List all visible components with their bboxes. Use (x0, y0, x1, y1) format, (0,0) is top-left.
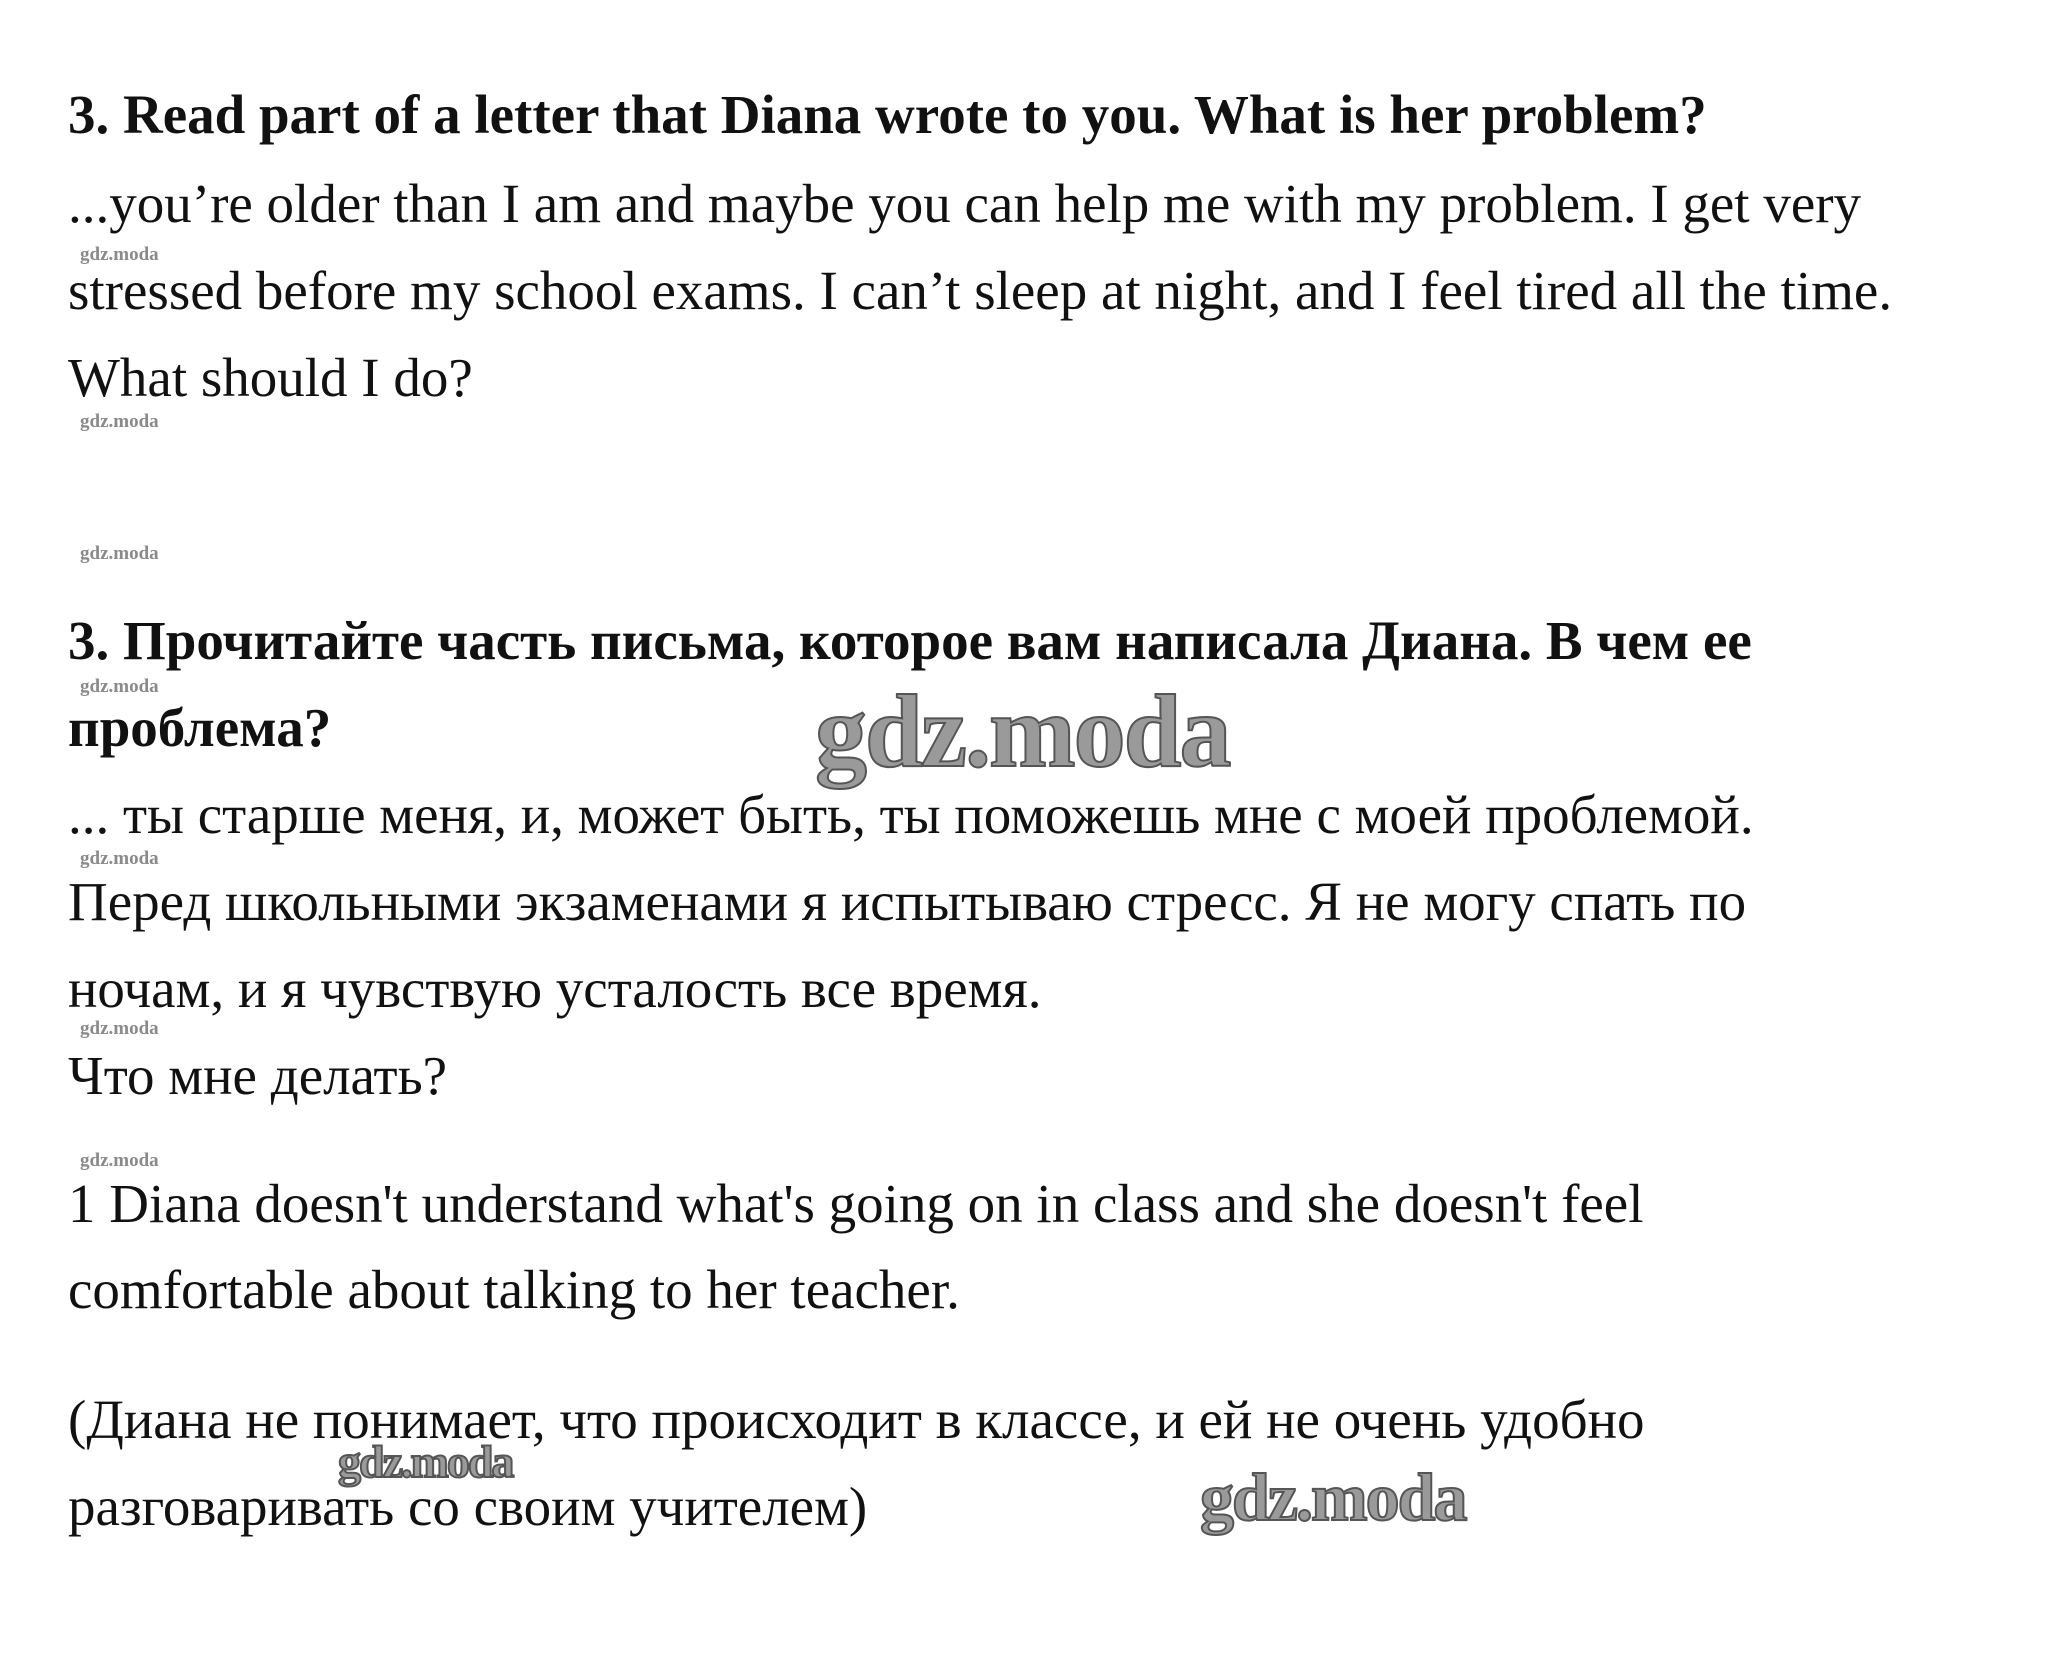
watermark-small: gdz.moda (80, 543, 159, 564)
english-letter-line: ...you’re older than I am and maybe you can help me with my problem. I get very (68, 173, 1862, 234)
russian-heading-line: проблема? (68, 697, 332, 758)
watermark-small: gdz.moda (80, 244, 159, 265)
watermark-medium: gdz.moda (338, 1436, 513, 1487)
watermark-small: gdz.moda (80, 411, 159, 432)
answer-line: 1 Diana doesn't understand what's going on in class and she doesn't feel (68, 1173, 1644, 1234)
watermark-small: gdz.moda (80, 1150, 159, 1171)
watermark-small: gdz.moda (80, 848, 159, 869)
russian-letter-line: Перед школьными экзаменами я испытываю стресс. Я не могу спать по (68, 871, 1747, 932)
russian-letter-line: ночам, и я чувствую усталость все время. (68, 958, 1042, 1019)
answer-line: comfortable about talking to her teacher. (68, 1259, 960, 1320)
watermark-small: gdz.moda (80, 676, 159, 697)
watermark-large: gdz.moda (1200, 1459, 1466, 1535)
english-heading: 3. Read part of a letter that Diana wrote to you. What is her problem? (68, 84, 1707, 145)
russian-letter-line: ... ты старше меня, и, может быть, ты поможешь мне с моей проблемой. (68, 784, 1754, 845)
english-letter-line: What should I do? (68, 347, 473, 408)
watermark-small: gdz.moda (80, 1018, 159, 1039)
answer-translation-line: разговаривать со своим учителем) (68, 1476, 868, 1537)
russian-letter-line: Что мне делать? (68, 1045, 448, 1106)
english-letter-line: stressed before my school exams. I can’t sleep at night, and I feel tired all the time. (68, 260, 1893, 321)
russian-heading-line: 3. Прочитайте часть письма, которое вам написала Диана. В чем ее (68, 610, 1752, 671)
answer-translation-line: (Диана не понимает, что происходит в классе, и ей не очень удобно (68, 1389, 1645, 1450)
watermark-large: gdz.moda (815, 674, 1230, 789)
